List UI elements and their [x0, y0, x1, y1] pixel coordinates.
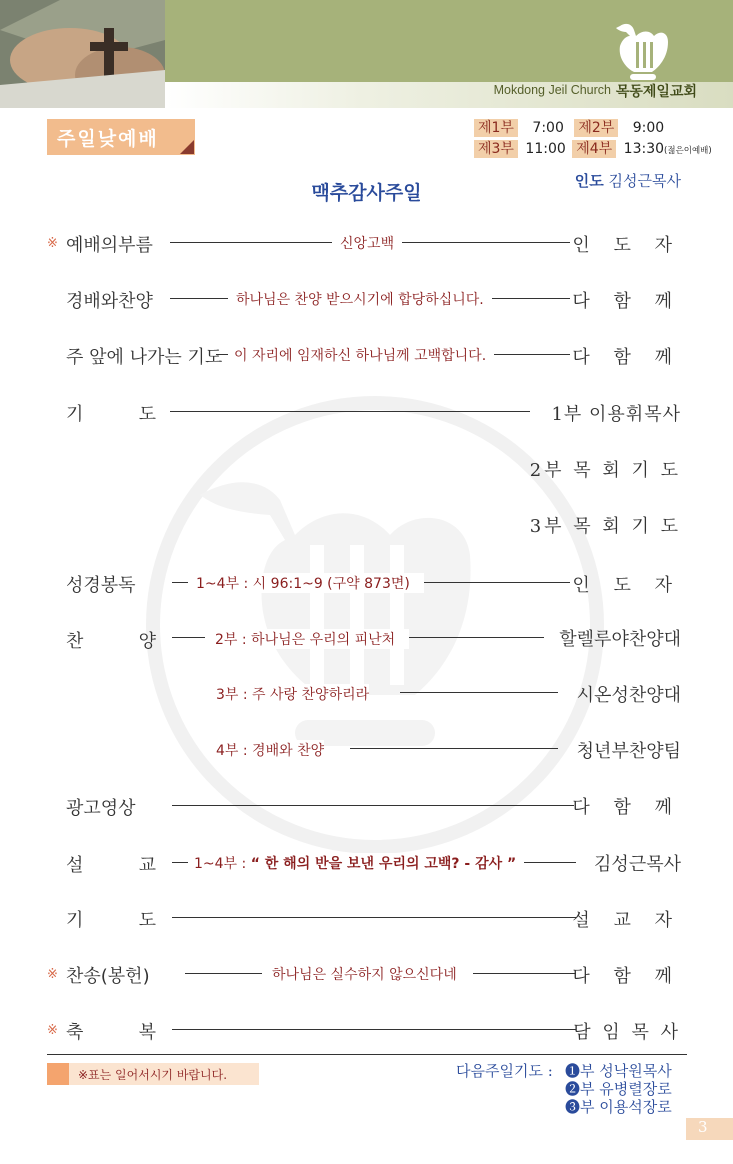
row-role: 담 임 목 사	[573, 1022, 681, 1043]
service-badge: 주일낮예배	[47, 119, 195, 155]
row-label: 설 교	[66, 855, 156, 876]
church-name-ko: 목동제일교회	[615, 84, 697, 100]
row-label: 주 앞에 나가는 기도	[66, 347, 223, 368]
row-role: 1부 이용휘목사	[551, 404, 681, 425]
standing-mark: ※	[47, 1023, 58, 1038]
row-leader-line	[350, 748, 558, 749]
row-leader-line	[400, 692, 558, 693]
number-badge: ❷	[565, 1080, 581, 1098]
next-prayer-text: 부 유병렬장로	[580, 1080, 672, 1098]
page-title: 맥추감사주일	[311, 182, 422, 204]
row-leader-line	[170, 411, 530, 412]
schedule-line-2	[474, 140, 712, 158]
next-prayer-text: 부 성낙원목사	[580, 1062, 672, 1080]
schedule-note: (젊은이예배)	[664, 146, 712, 156]
row-role: 다 함 께	[572, 291, 681, 312]
row-role: 다 함 께	[572, 797, 681, 818]
note-square	[47, 1063, 69, 1085]
schedule-time: 9:00	[632, 120, 665, 136]
row-role: 할렐루야찬양대	[559, 629, 681, 650]
sermon-prefix: 1~4부 :	[194, 856, 247, 872]
row-label: 찬송(봉헌)	[66, 966, 150, 987]
row-role: 인 도 자	[572, 235, 681, 256]
standing-mark: ※	[47, 236, 58, 251]
row-desc: 신앙고백	[332, 233, 402, 253]
row-role: 설 교 자	[572, 910, 681, 931]
sermon-desc	[188, 853, 524, 873]
standing-note: ※표는 일어서시기 바랍니다.	[78, 1068, 228, 1082]
row-role: 3부 목 회 기 도	[529, 516, 681, 537]
schedule-tag: 제3부	[474, 140, 518, 158]
row-role: 2부 목 회 기 도	[529, 460, 681, 481]
schedule-time: 11:00	[525, 141, 566, 157]
sermon-title: “ 한 해의 반을 보낸 우리의 고백? - 감사 ”	[250, 856, 517, 872]
schedule-line-1	[474, 119, 664, 137]
row-label: 경배와찬양	[66, 291, 153, 312]
row-label: 광고영상	[66, 798, 136, 819]
schedule-tag: 제4부	[572, 140, 616, 158]
row-desc: 1~4부 : 시 96:1~9 (구약 873면)	[188, 573, 424, 593]
church-name-en: Mokdong Jeil Church	[493, 83, 611, 97]
praying-hands-image	[0, 0, 165, 108]
schedule-tag: 제1부	[474, 119, 518, 137]
leader-label: 인도	[574, 172, 604, 190]
next-prayer-3	[565, 1096, 672, 1117]
row-role: 다 함 께	[572, 966, 681, 987]
row-label: 찬 양	[66, 631, 156, 652]
leader-name: 김성근목사	[608, 172, 681, 190]
row-leader-line	[172, 917, 576, 918]
next-prayer-text: 부 이용석장로	[580, 1098, 672, 1116]
row-role: 시온성찬양대	[576, 685, 681, 706]
row-desc: 2부 : 하나님은 우리의 피난처	[205, 629, 409, 649]
row-label: 기 도	[66, 404, 156, 425]
row-desc: 3부 : 주 사랑 찬양하리라	[216, 684, 369, 704]
row-role: 김성근목사	[594, 854, 681, 875]
next-prayer-label: 다음주일기도 :	[456, 1062, 553, 1080]
row-label: 축 복	[66, 1022, 156, 1043]
standing-mark: ※	[47, 967, 58, 982]
row-desc: 하나님은 실수하지 않으신다네	[262, 964, 473, 984]
row-label: 성경봉독	[66, 575, 136, 596]
row-desc: 이 자리에 임재하신 하나님께 고백합니다.	[228, 345, 494, 365]
row-leader-line	[172, 805, 574, 806]
header-photo	[0, 0, 165, 108]
row-leader-line	[172, 1029, 576, 1030]
lyre-logo-icon	[612, 20, 672, 82]
row-role: 인 도 자	[572, 575, 681, 596]
schedule-time: 7:00	[532, 120, 564, 136]
row-desc: 하나님은 찬양 받으시기에 합당하십니다.	[228, 289, 492, 309]
row-label: 기 도	[66, 910, 156, 931]
row-role: 청년부찬양팀	[576, 741, 681, 762]
number-badge: ❶	[565, 1062, 581, 1080]
number-badge: ❸	[565, 1098, 581, 1116]
schedule-tag: 제2부	[574, 119, 618, 137]
footer-rule	[47, 1054, 687, 1055]
schedule-time: 13:30	[623, 141, 665, 157]
row-role: 다 함 께	[572, 347, 681, 368]
badge-corner	[180, 140, 194, 154]
row-desc: 4부 : 경배와 찬양	[216, 740, 324, 760]
row-label: 예배의부름	[66, 235, 153, 256]
page-number: 3	[686, 1118, 733, 1140]
